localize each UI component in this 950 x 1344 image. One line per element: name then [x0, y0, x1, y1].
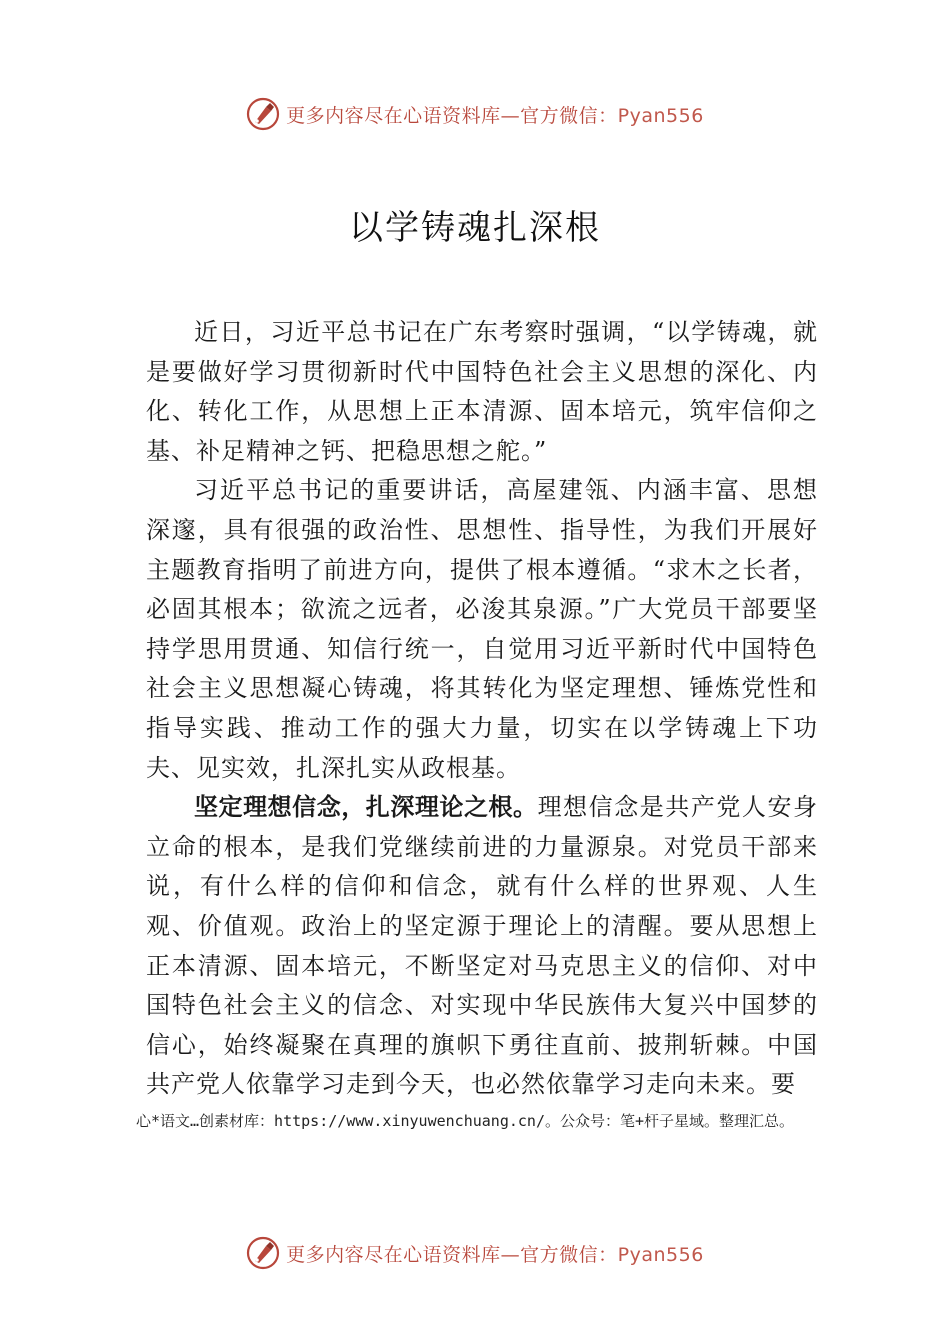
- source-note: 心*语文…创素材库：https://www.xinyuwenchuang.cn/。公众号：笔+杆子星域。整理汇总。: [136, 1112, 795, 1130]
- pen-nib-logo-icon: [246, 1236, 280, 1270]
- paragraph-lead: 坚定理想信念，扎深理论之根。: [194, 793, 538, 822]
- pen-nib-logo-icon: [246, 97, 280, 131]
- page-title: 以学铸魂扎深根: [349, 208, 601, 248]
- article-body: [146, 313, 818, 1105]
- banner-text: 更多内容尽在心语资料库—官方微信：Pyan556: [286, 104, 704, 127]
- banner-text: 更多内容尽在心语资料库—官方微信：Pyan556: [286, 1243, 704, 1266]
- wechat-id: Pyan556: [617, 104, 704, 127]
- footer-banner: [0, 1231, 950, 1275]
- wechat-id: Pyan556: [617, 1243, 704, 1266]
- header-banner: [0, 92, 950, 136]
- paragraph-2: 习近平总书记的重要讲话，高屋建瓴、内涵丰富、思想深邃，具有很强的政治性、思想性、指导性，为我们开展好主题教育指明了前进方向，提供了根本遵循。“求木之长者，必固其根本；欲流之远者，必浚其泉源。”广大党员干部要坚持学思用贯通、知信行统一，自觉用习近平新时代中国特色社会主义思想凝心铸魂，将其转化为坚定理想、锤炼党性和指导实践、推动工作的强大力量，切实在以学铸魂上下功夫、见实效，扎深扎实从政根基。: [146, 476, 818, 782]
- paragraph-3: 坚定理想信念，扎深理论之根。理想信念是共产党人安身立命的根本，是我们党继续前进的力量源泉。对党员干部来说，有什么样的信仰和信念，就有什么样的世界观、人生观、价值观。政治上的坚定源于理论上的清醒。要从思想上正本清源、固本培元，不断坚定对马克思主义的信仰、对中国特色社会主义的信念、对实现中华民族伟大复兴中国梦的信心，始终凝聚在真理的旗帜下勇往直前、披荆斩棘。中国共产党人依靠学习走到今天，也必然依靠学习走向未来。要: [146, 793, 819, 1099]
- paragraph-1: 近日，习近平总书记在广东考察时强调，“以学铸魂，就是要做好学习贯彻新时代中国特色社会主义思想的深化、内化、转化工作，从思想上正本清源、固本培元，筑牢信仰之基、补足精神之钙、把稳思想之舵。”: [146, 318, 818, 465]
